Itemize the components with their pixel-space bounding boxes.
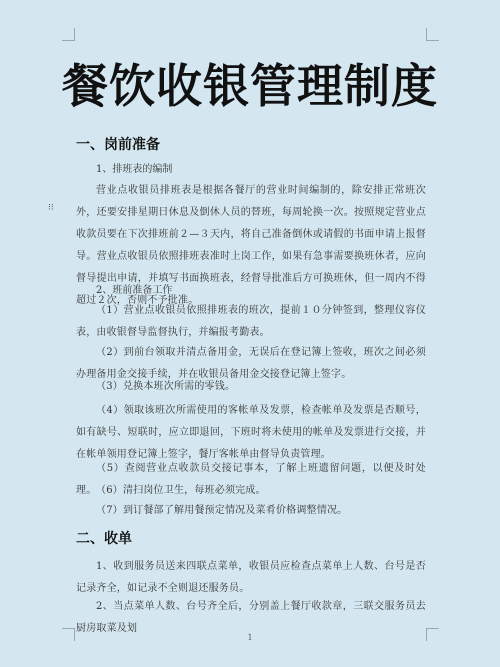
paragraph: （2）到前台领取并清点备用金，无误后在登记簿上签收，班次之间必须办理备用金交接手续，并在收银员备用金交接登记簿上签字。 [76,347,426,380]
page-number: 1 [247,633,253,642]
paragraph: （5）查阅营业点收款员交接记事本，了解上班遗留问题，以便及时处理。 [76,463,426,496]
paragraph: 2、当点菜单人数、台号齐全后，分别盖上餐厅收款章，三联交服务员去厨房取菜及划 [76,601,426,634]
paragraph: （4）领取该班次所需使用的客帐单及发票，检查帐单及发票是否顺号，如有缺号、短联时，应立即退回，下班时将未使用的帐单及发票进行交接，并在帐单领用登记簿上签字，餐厅客帐单由督导负责管理。 [76,405,426,460]
crop-mark-top-left [62,28,75,41]
drag-handle-icon[interactable]: ⁝⁝ [48,203,54,213]
paragraph: （3）兑换本班次所需的零钱。 [96,381,236,392]
section-heading: 二、收单 [76,531,132,547]
document-title: 餐饮收银管理制度 [62,59,438,113]
crop-mark-top-right [426,28,439,41]
paragraph: （1）营业点收银员依照排班表的班次，提前１０分钟签到，整理仪容仪表，由收银督导监督执行，并编报考勤表。 [76,305,426,338]
paragraph: （7）到订餐部了解用餐预定情况及菜肴价格调整情况。 [96,505,348,516]
paragraph: （6）清扫岗位卫生，每班必须完成。 [96,485,266,496]
paragraph: 营业点收银员排班表是根据各餐厅的营业时间编制的，除安排正常班次外，还要安排星期日休息及倒休人员的替班，每周轮换一次。按照规定营业点收款员要在下次排班前２—３天内，将自己准备倒休或请假的书面申请上报督导。营业点收银员依照排班表准时上岗工作，如果有急事需要换班休者，应向督导提出申请，并填写书面换班表，经督导批准后方可换班休，但一周内不得超过２次，否则不予批准。 [76,185,426,306]
paragraph: 1、收到服务员送来四联点菜单，收银员应检查点菜单上人数、台号是否记录齐全，如记录不全则退还服务员。 [76,561,426,594]
subsection-heading: 1、排班表的编制 [96,164,173,175]
subsection-heading: 2、班前准备工作 [96,285,173,296]
section-heading: 一、岗前准备 [76,137,160,153]
